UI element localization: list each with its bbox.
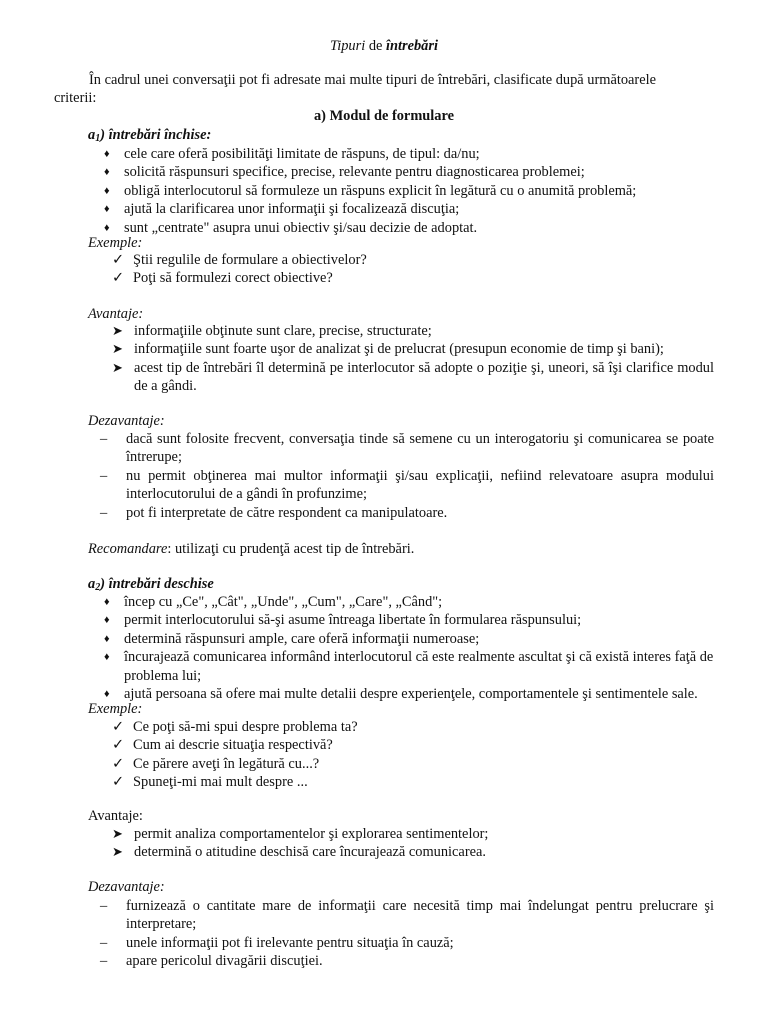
dash-bullet-icon: – [100,934,108,951]
section-heading: a) Modul de formulare [313,108,455,124]
check-icon: ✓ [112,737,125,754]
list-item: ♦ permit interlocutorului să-şi asume întreaga libertate în formularea răspunsului; [104,612,582,629]
diamond-bullet-icon: ♦ [104,203,110,216]
check-icon: ✓ [112,270,125,287]
open-disadvantages-list [100,897,714,971]
open-advantages-label: Avantaje: [88,808,143,824]
closed-examples-label: Exemple: [88,235,143,251]
list-item: – unele informaţii pot fi irelevante pentru situaţia în cauză; [100,934,454,951]
list-item: – apare pericolul divagării discuţiei. [100,953,323,970]
list-item: ♦ ajută persoana să ofere mai multe detalii despre experienţele, comportamentele şi sentimentele sale. [104,686,698,703]
open-disadvantages-label: Dezavantaje: [88,879,165,895]
list-item: ♦ ajută la clarificarea unor informaţii şi focalizează discuţia; [104,201,460,218]
dash-bullet-icon: – [100,953,108,970]
check-icon: ✓ [112,774,125,791]
list-item: – nu permit obţinerea mai multor informaţii şi/sau explicaţii, nefiind relevatoare asupra modului interlocutorului de a gândi în profunzime; [100,467,714,503]
arrow-bullet-icon: ➤ [112,826,123,841]
closed-advantages-label: Avantaje: [88,306,144,322]
closed-disadvantages-label: Dezavantaje: [88,413,165,429]
closed-disadvantages-list [100,430,714,522]
diamond-bullet-icon: ♦ [104,688,110,701]
open-examples-list [112,718,612,792]
arrow-bullet-icon: ➤ [112,323,123,338]
list-item: ♦ sunt „centrate" asupra unui obiectiv şi/sau decizie de adoptat. [104,219,478,236]
dash-bullet-icon: – [100,431,108,447]
list-item: ✓ Poţi să formulezi corect obiective? [112,270,333,287]
open-features-list [104,593,714,703]
check-icon: ✓ [112,755,125,772]
diamond-bullet-icon: ♦ [104,632,110,645]
list-item: ✓ Cum ai descrie situaţia respectivă? [112,737,333,754]
diamond-bullet-icon: ♦ [104,614,110,627]
list-item: ♦ solicită răspunsuri specifice, precise, relevante pentru diagnosticarea problemei; [104,164,585,181]
dash-bullet-icon: – [100,898,108,914]
dash-bullet-icon: – [100,504,108,521]
list-item: ✓ Spuneţi-mi mai mult despre ... [112,774,308,791]
list-item: ➤ determină o atitudine deschisă care încurajează comunicarea. [112,844,486,861]
list-item: ♦ încurajează comunicarea informând interlocutorul că este realmente ascultat şi că există interes faţă de problema lui; [104,649,714,684]
open-questions-heading: $a_2$) întrebări deschise [88,576,214,593]
diamond-bullet-icon: ♦ [104,651,110,664]
dash-bullet-icon: – [100,467,108,484]
diamond-bullet-icon: ♦ [104,184,110,197]
arrow-bullet-icon: ➤ [112,341,123,357]
list-item: ♦ determină răspunsuri ample, care oferă informaţii numeroase; [104,630,480,647]
list-item: ➤ permit analiza comportamentelor şi explorarea sentimentelor; [112,826,489,842]
diamond-bullet-icon: ♦ [104,148,110,160]
list-item: ♦ cele care oferă posibilităţi limitate de răspuns, de tipul: da/nu; [104,146,480,162]
list-item: ♦ obligă interlocutorul să formuleze un răspuns explicit în legătură cu o anumită problemă; [104,182,637,199]
closed-features-list [104,145,714,237]
check-icon: ✓ [112,719,125,735]
list-item: – furnizează o cantitate mare de informaţii care necesită timp mai îndelungat pentru prelucrare şi interpretare; [100,898,714,933]
list-item: ✓ Ştii regulile de formulare a obiectivelor? [112,252,367,268]
list-item: – pot fi interpretate de către respondent ca manipulatoare. [100,504,448,521]
list-item: ➤ informaţiile sunt foarte uşor de analizat şi de prelucrat (presupun economie de timp şi bani); [112,341,664,358]
recommendation: Recomandare: utilizaţi cu prudenţă acest tip de întrebări. [88,541,415,557]
check-icon: ✓ [112,252,125,268]
list-item: ✓ Ce poţi să-mi spui despre problema ta? [112,719,358,735]
diamond-bullet-icon: ♦ [104,596,110,608]
page-title: Tipuri de întrebări [330,38,438,54]
list-item: ➤ acest tip de întrebări îl determină pe interlocutor să adopte o poziţie şi, uneori, să îşi clarifice modul de a gândi. [112,359,714,395]
closed-questions-heading: $a_1$) întrebări închise: [88,127,212,144]
list-item: ♦ încep cu „Ce", „Cât", „Unde", „Cum", „Care", „Când"; [104,594,443,610]
open-advantages-list [112,825,714,862]
arrow-bullet-icon: ➤ [112,359,123,375]
arrow-bullet-icon: ➤ [112,844,123,860]
list-item: – dacă sunt folosite frecvent, conversaţia tinde să semene cu un interogatoriu şi comunicarea se poate întrerupe; [100,431,714,466]
open-examples-label: Exemple: [88,701,143,717]
list-item: ➤ informaţiile obţinute sunt clare, precise, structurate; [112,323,432,339]
list-item: ✓ Ce părere aveţi în legătură cu...? [112,755,320,772]
closed-advantages-list [112,322,714,396]
closed-examples-list [112,251,612,288]
diamond-bullet-icon: ♦ [104,221,110,234]
intro-paragraph: În cadrul unei conversaţii pot fi adresate mai multe tipuri de întrebări, clasificate după următoarele criterii: [54,72,656,107]
diamond-bullet-icon: ♦ [104,166,110,179]
